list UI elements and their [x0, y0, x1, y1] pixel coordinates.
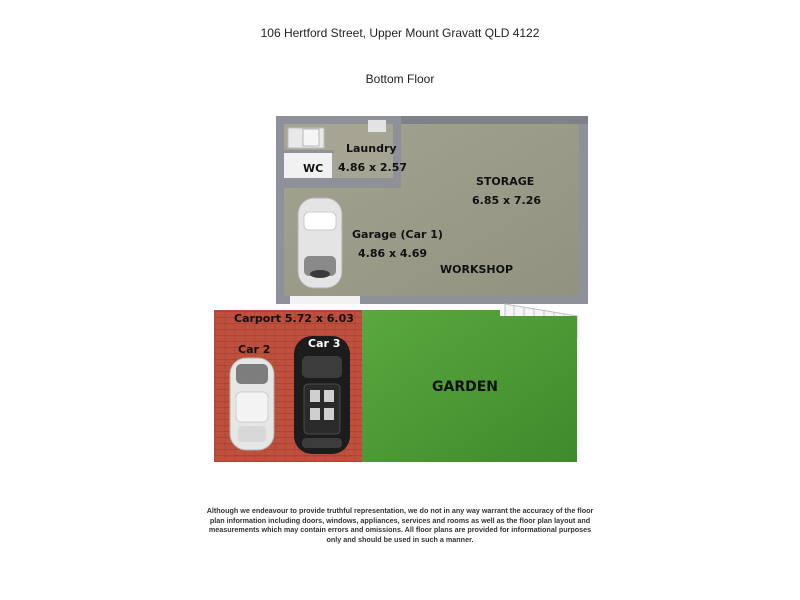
laundry-label: Laundry [346, 142, 397, 155]
car-1 [298, 198, 342, 288]
disclaimer [200, 506, 600, 544]
laundry-size: 4.86 x 2.57 [338, 161, 408, 174]
garage-door-opening [290, 296, 360, 304]
storage-label: STORAGE [476, 175, 535, 188]
disclaimer-line-3: measurements which may contain errors and omissions. All floor plans are provided for informational purposes [208, 525, 592, 534]
garage-label: Garage (Car 1) [352, 228, 443, 241]
car-2-label: Car 2 [238, 343, 271, 356]
wc-label: WC [303, 162, 324, 175]
carport-label: Carport 5.72 x 6.03 [234, 312, 354, 325]
car-3 [294, 336, 350, 454]
laundry-door-gap [368, 120, 386, 132]
garden-label: GARDEN [432, 379, 499, 395]
disclaimer-line-2: plan information including doors, windows, appliances, services and rooms as well as the floor plan layout and [209, 515, 591, 525]
workshop-label: WORKSHOP [440, 263, 514, 276]
car-3-label: Car 3 [308, 337, 341, 350]
wc-wall [284, 150, 334, 153]
car-2 [230, 358, 274, 450]
disclaimer-line-4: only and should be used in such a manner. [326, 534, 474, 544]
disclaimer-line-1: Although we endeavour to provide truthful representation, we do not in any way warrant the accuracy of the floor [206, 506, 594, 515]
address-title: 106 Hertford Street, Upper Mount Gravatt QLD 4122 [260, 26, 540, 40]
washing-machine [303, 129, 319, 146]
wall-top-edge [400, 116, 588, 124]
laundry-wall-bottom [284, 178, 401, 188]
storage-size: 6.85 x 7.26 [472, 194, 542, 207]
garage-size: 4.86 x 4.69 [358, 247, 428, 260]
floor-label: Bottom Floor [365, 72, 435, 86]
